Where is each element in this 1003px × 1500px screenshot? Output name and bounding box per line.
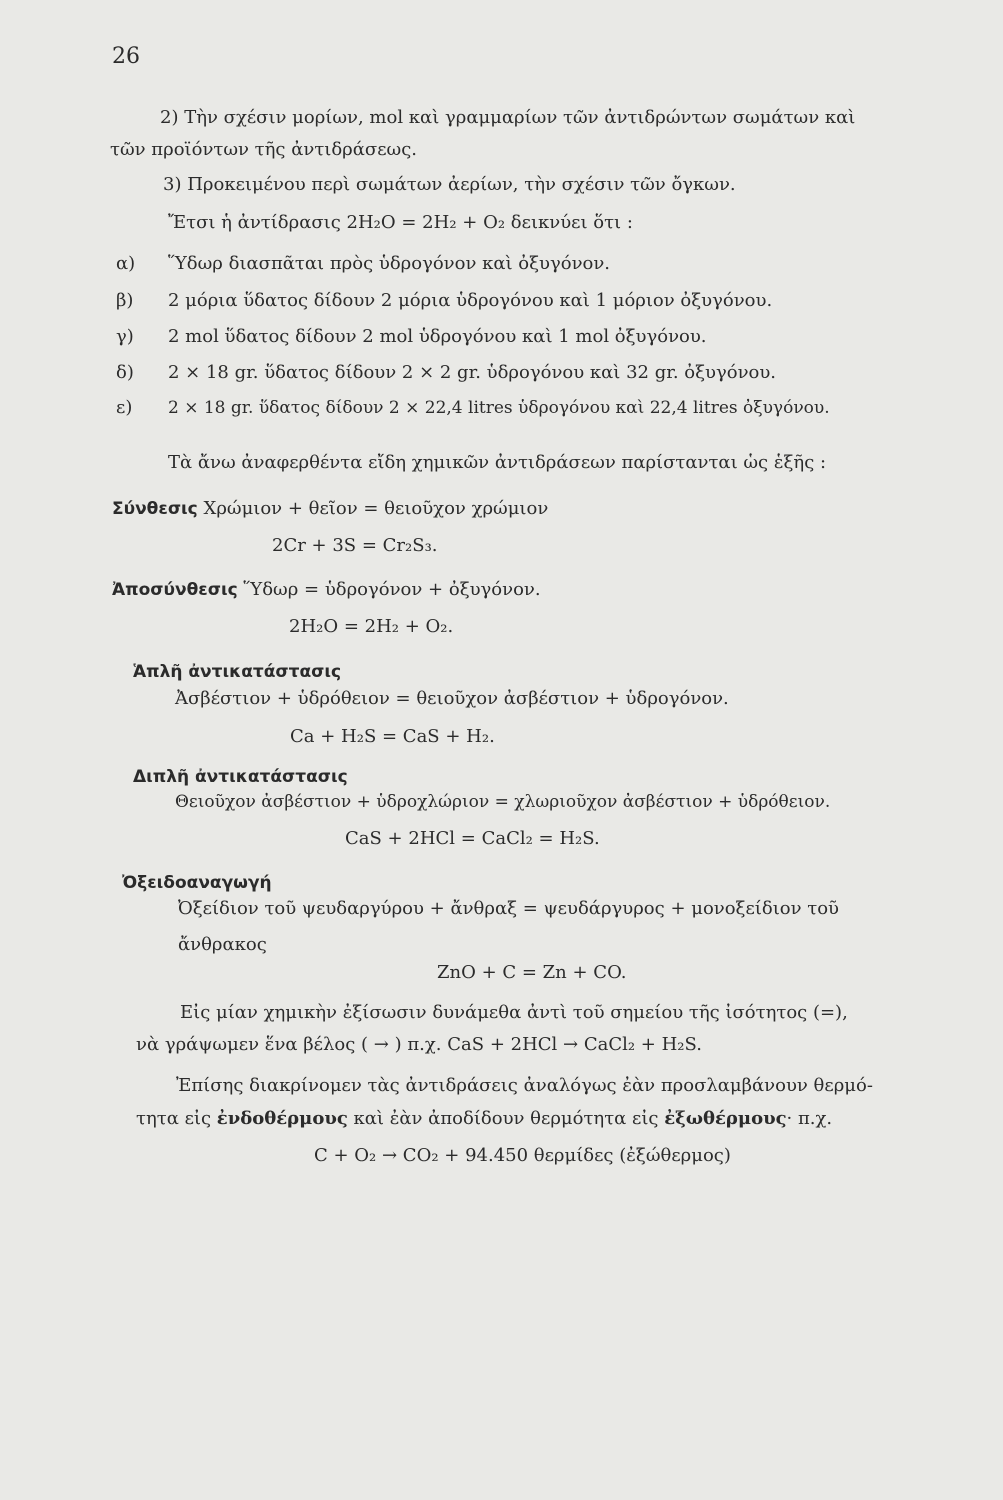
redox-text-line2: ἄνθρακος bbox=[178, 934, 267, 955]
intro-example bbox=[168, 212, 633, 234]
list-label-e: ε) bbox=[116, 397, 133, 418]
exothermic-term: ἐξωθέρμους bbox=[664, 1108, 787, 1129]
redox-heading: Ὀξειδοαναγωγή bbox=[122, 873, 272, 893]
decomposition-heading: Ἀποσύνθεσις bbox=[112, 580, 238, 600]
decomposition-equation: 2H₂O = 2H₂ + O₂. bbox=[289, 616, 454, 637]
example-equation: 2H₂O = 2H₂ + O₂ bbox=[346, 212, 506, 233]
list-item-e: 2 × 18 gr. ὕδατος δίδουν 2 × 22,4 litres ὑδρογόνου καὶ 22,4 litres ὀξυγόνου. bbox=[168, 398, 830, 418]
arrow-note-text: νὰ γράψωμεν ἕνα βέλος ( → ) π.χ. bbox=[136, 1034, 442, 1055]
thermal-text-pre: τητα εἰς bbox=[136, 1108, 212, 1129]
list-label-b: β) bbox=[116, 290, 134, 311]
synthesis-heading: Σύνθεσις bbox=[112, 499, 198, 519]
intro-p3: 3) Προκειμένου περὶ σωμάτων ἀερίων, τὴν σχέσιν τῶν ὄγκων. bbox=[163, 174, 736, 195]
arrow-note-line1: Εἰς μίαν χημικὴν ἐξίσωσιν δυνάμεθα ἀντὶ τοῦ σημείου τῆς ἰσότητος (=), bbox=[180, 1002, 848, 1023]
thermal-text-mid: καὶ ἐὰν ἀποδίδουν θερμότητα εἰς bbox=[353, 1108, 659, 1129]
double-text: Θειοῦχον ἀσβέστιον + ὑδροχλώριον = χλωριοῦχον ἀσβέστιον + ὑδρόθειον. bbox=[175, 792, 831, 812]
single-equation: Ca + H₂S = CaS + H₂. bbox=[290, 726, 495, 747]
arrow-note-equation: CaS + 2HCl → CaCl₂ + H₂S. bbox=[447, 1034, 702, 1055]
types-intro: Τὰ ἄνω ἀναφερθέντα εἴδη χημικῶν ἀντιδράσεων παρίστανται ὡς ἑξῆς : bbox=[168, 452, 827, 473]
single-heading: Ἁπλῆ ἀντικατάστασις bbox=[133, 662, 342, 682]
synthesis-equation: 2Cr + 3S = Cr₂S₃. bbox=[272, 535, 438, 556]
list-label-a: α) bbox=[116, 253, 136, 274]
example-pre: Ἔτσι ἡ ἀντίδρασις bbox=[168, 212, 341, 233]
list-item-a: Ὕδωρ διασπᾶται πρὸς ὑδρογόνον καὶ ὀξυγόνον. bbox=[168, 253, 611, 274]
endothermic-term: ἐνδοθέρμους bbox=[216, 1108, 348, 1129]
thermal-equation: C + O₂ → CO₂ + 94.450 θερμίδες (ἐξώθερμος) bbox=[314, 1145, 731, 1166]
decomposition-line bbox=[112, 579, 541, 601]
page-number: 26 bbox=[112, 44, 140, 69]
redox-equation: ZnO + C = Zn + CO. bbox=[437, 962, 627, 983]
synthesis-line bbox=[112, 498, 548, 520]
synthesis-text: Χρώμιον + θεῖον = θειοῦχον χρώμιον bbox=[203, 498, 549, 519]
decomposition-text: Ὕδωρ = ὑδρογόνον + ὀξυγόνον. bbox=[243, 579, 541, 600]
intro-p2-line1: 2) Τὴν σχέσιν μορίων, mol καὶ γραμμαρίων τῶν ἀντιδρώντων σωμάτων καὶ bbox=[160, 107, 856, 128]
double-equation: CaS + 2HCl = CaCl₂ = H₂S. bbox=[345, 828, 600, 849]
list-label-c: γ) bbox=[116, 326, 134, 347]
list-item-c: 2 mol ὕδατος δίδουν 2 mol ὑδρογόνου καὶ 1 mol ὀξυγόνου. bbox=[168, 326, 707, 347]
intro-p2-line2: τῶν προϊόντων τῆς ἀντιδράσεως. bbox=[110, 139, 418, 160]
list-label-d: δ) bbox=[116, 362, 134, 383]
list-item-d: 2 × 18 gr. ὕδατος δίδουν 2 × 2 gr. ὑδρογόνου καὶ 32 gr. ὀξυγόνου. bbox=[168, 362, 777, 383]
thermal-text-post: · π.χ. bbox=[786, 1108, 833, 1129]
example-post: δεικνύει ὅτι : bbox=[510, 212, 633, 233]
thermal-line1: Ἐπίσης διακρίνομεν τὰς ἀντιδράσεις ἀναλόγως ἐὰν προσλαμβάνουν θερμό- bbox=[176, 1075, 873, 1096]
double-heading: Διπλῆ ἀντικατάστασις bbox=[133, 767, 348, 787]
single-text: Ἀσβέστιον + ὑδρόθειον = θειοῦχον ἀσβέστιον + ὑδρογόνον. bbox=[175, 688, 729, 709]
redox-text-line1: Ὀξείδιον τοῦ ψευδαργύρου + ἄνθραξ = ψευδάργυρος + μονοξείδιον τοῦ bbox=[178, 898, 839, 919]
list-item-b: 2 μόρια ὕδατος δίδουν 2 μόρια ὑδρογόνου καὶ 1 μόριον ὀξυγόνου. bbox=[168, 290, 773, 311]
arrow-note-line2 bbox=[136, 1034, 702, 1056]
thermal-line2 bbox=[136, 1108, 832, 1130]
